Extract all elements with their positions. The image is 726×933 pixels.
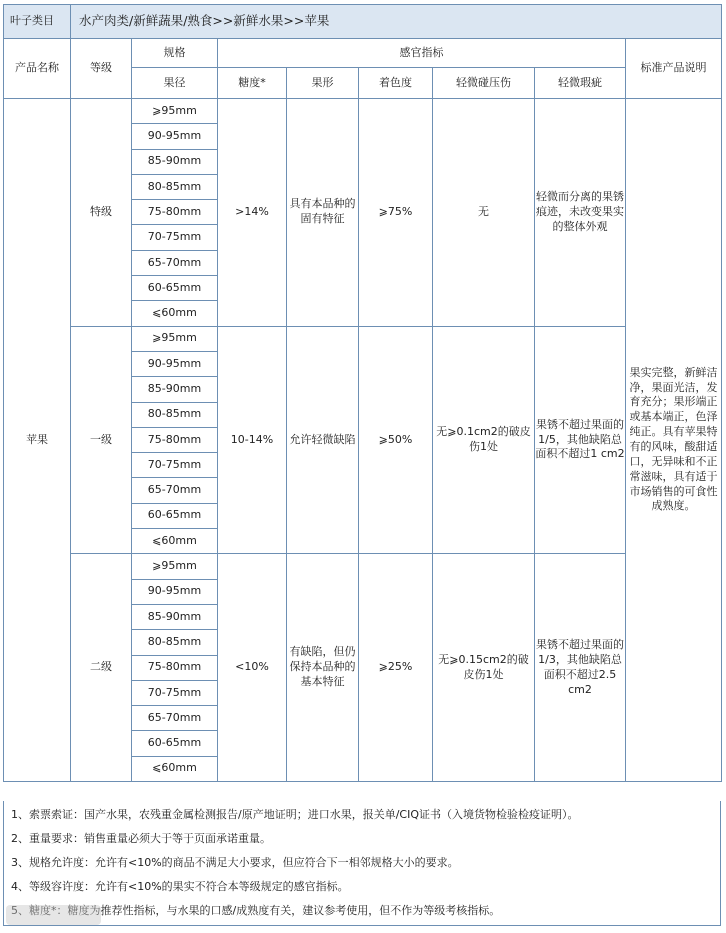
- header-product-name: 产品名称: [4, 39, 71, 99]
- size-cell: 90-95mm: [132, 579, 218, 604]
- coloring-cell: ⩾75%: [359, 99, 433, 327]
- size-cell: 85-90mm: [132, 604, 218, 629]
- category-label: 叶子类目: [4, 5, 71, 39]
- size-cell: ⩽60mm: [132, 756, 218, 781]
- shape-cell: 有缺陷，但仍保持本品种的基本特征: [287, 554, 359, 782]
- header-row-1: [4, 39, 722, 68]
- header-diameter: 果径: [132, 68, 218, 99]
- coloring-cell: ⩾50%: [359, 326, 433, 554]
- bruise-cell: 无: [433, 99, 535, 327]
- header-standard: 标准产品说明: [626, 39, 722, 99]
- size-cell: 65-70mm: [132, 250, 218, 275]
- shape-cell: 允许轻微缺陷: [287, 326, 359, 554]
- size-cell: 65-70mm: [132, 478, 218, 503]
- coloring-cell: ⩾25%: [359, 554, 433, 782]
- note-item: 1、索票索证：国产水果，农残重金属检测报告/原产地证明；进口水果，报关单/CIQ证书（入境货物检验检疫证明）。: [11, 808, 579, 821]
- header-shape: 果形: [287, 68, 359, 99]
- standard-table: [3, 4, 722, 782]
- table-row: [4, 554, 722, 579]
- header-sugar: 糖度*: [218, 68, 287, 99]
- watermark-overlay: [6, 905, 101, 925]
- note-item: 3、规格允许度：允许有<10%的商品不满足大小要求，但应符合下一相邻规格大小的要求。: [11, 856, 459, 869]
- size-cell: ⩽60mm: [132, 301, 218, 326]
- size-cell: ⩽60mm: [132, 529, 218, 554]
- product-name: 苹果: [4, 99, 71, 782]
- category-row: [4, 5, 722, 39]
- standard-desc: 果实完整，新鲜洁净，果面光洁，发育充分；果形端正或基本端正，色泽纯正。具有苹果特有的风味，酸甜适口，无异味和不正常滋味，具有适于市场销售的可食性成熟度。: [626, 99, 722, 782]
- size-cell: 80-85mm: [132, 402, 218, 427]
- size-cell: 60-65mm: [132, 503, 218, 528]
- header-sensory: 感官指标: [218, 39, 626, 68]
- size-cell: 65-70mm: [132, 706, 218, 731]
- size-cell: ⩾95mm: [132, 99, 218, 124]
- header-bruise: 轻微碰压伤: [433, 68, 535, 99]
- header-defect: 轻微瑕疵: [535, 68, 626, 99]
- sugar-cell: 10-14%: [218, 326, 287, 554]
- sugar-cell: >14%: [218, 99, 287, 327]
- size-cell: 90-95mm: [132, 351, 218, 376]
- size-cell: 85-90mm: [132, 149, 218, 174]
- defect-cell: 轻微而分离的果锈痕迹，未改变果实的整体外观: [535, 99, 626, 327]
- size-cell: ⩾95mm: [132, 326, 218, 351]
- table-row: [4, 99, 722, 124]
- size-cell: 80-85mm: [132, 630, 218, 655]
- bruise-cell: 无⩾0.1cm2的破皮伤1处: [433, 326, 535, 554]
- defect-cell: 果锈不超过果面的1/3，其他缺陷总面积不超过2.5 cm2: [535, 554, 626, 782]
- size-cell: 60-65mm: [132, 731, 218, 756]
- size-cell: 90-95mm: [132, 124, 218, 149]
- sugar-cell: <10%: [218, 554, 287, 782]
- header-grade: 等级: [71, 39, 132, 99]
- notes-section: [3, 801, 721, 926]
- category-path: 水产肉类/新鲜蔬果/熟食>>新鲜水果>>苹果: [71, 5, 722, 39]
- note-item: 4、等级容许度：允许有<10%的果实不符合本等级规定的感官指标。: [11, 880, 349, 893]
- size-cell: 75-80mm: [132, 427, 218, 452]
- note-item: 2、重量要求：销售重量必须大于等于页面承诺重量。: [11, 832, 271, 845]
- size-cell: 70-75mm: [132, 453, 218, 478]
- grade-name: 特级: [71, 99, 132, 327]
- size-cell: 85-90mm: [132, 377, 218, 402]
- size-cell: 75-80mm: [132, 655, 218, 680]
- shape-cell: 具有本品种的固有特征: [287, 99, 359, 327]
- grade-name: 二级: [71, 554, 132, 782]
- size-cell: 70-75mm: [132, 680, 218, 705]
- grade-name: 一级: [71, 326, 132, 554]
- header-coloring: 着色度: [359, 68, 433, 99]
- size-cell: 75-80mm: [132, 200, 218, 225]
- defect-cell: 果锈不超过果面的1/5，其他缺陷总面积不超过1 cm2: [535, 326, 626, 554]
- size-cell: 80-85mm: [132, 174, 218, 199]
- bruise-cell: 无⩾0.15cm2的破皮伤1处: [433, 554, 535, 782]
- size-cell: ⩾95mm: [132, 554, 218, 579]
- size-cell: 60-65mm: [132, 276, 218, 301]
- header-spec: 规格: [132, 39, 218, 68]
- note-item: 5、糖度*：糖度为推荐性指标，与水果的口感/成熟度有关，建议参考使用，但不作为等级考核指标。: [11, 904, 501, 917]
- size-cell: 70-75mm: [132, 225, 218, 250]
- table-row: [4, 326, 722, 351]
